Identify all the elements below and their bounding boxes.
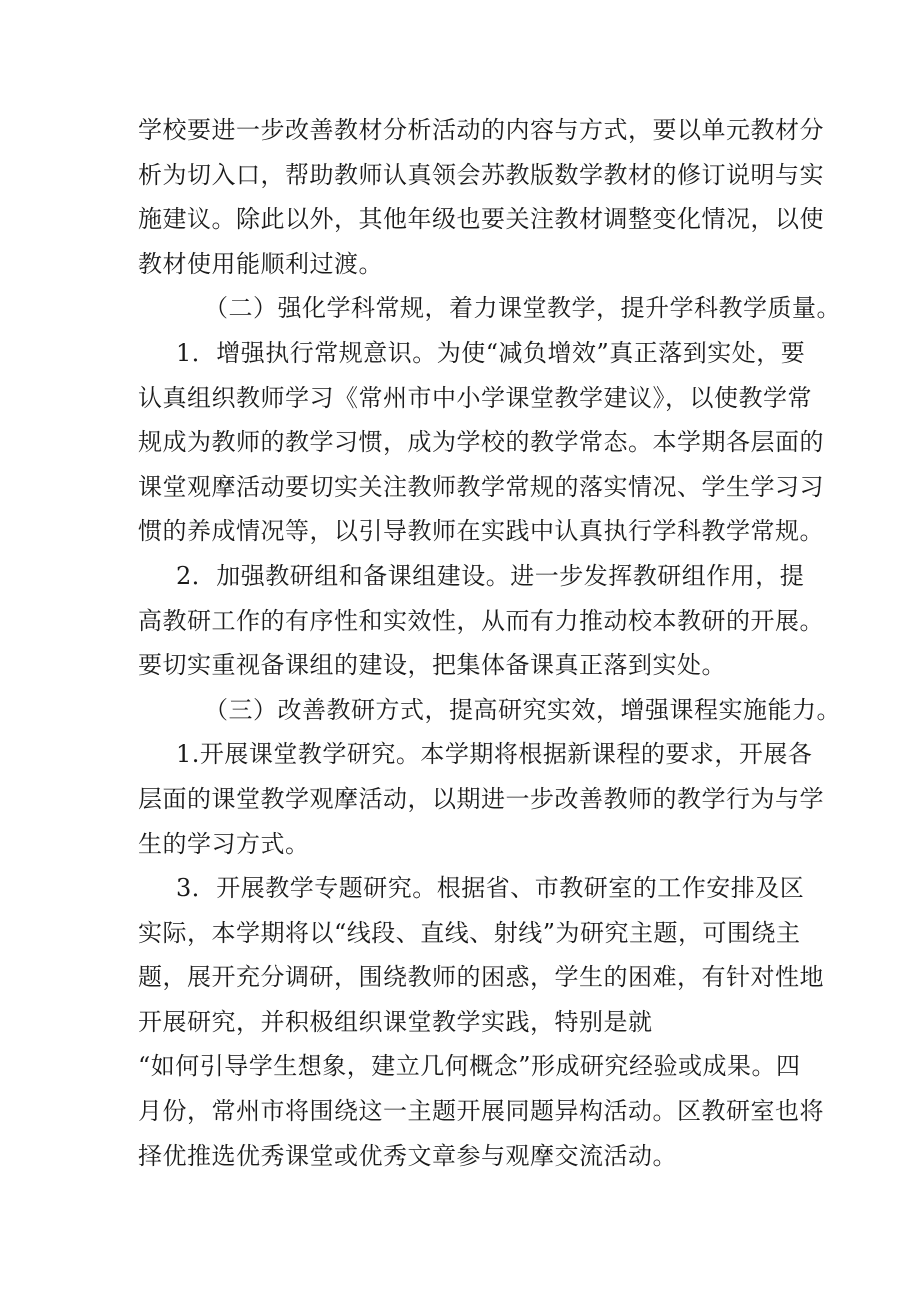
text-line: 惯的养成情况等，以引导教师在实践中认真执行学科教学常规。 (138, 517, 824, 546)
text-line: 生的学习方式。 (138, 829, 310, 858)
text-line: 2．加强教研组和备课组建设。进一步发挥教研组作用，提 (176, 561, 805, 590)
text-line: 层面的课堂教学观摩活动，以期进一步改善教师的教学行为与学 (138, 784, 824, 813)
text-line: “如何引导学生想象，建立几何概念”形成研究经验或成果。四 (138, 1052, 801, 1081)
document-body (138, 108, 841, 1178)
text-line: 施建议。除此以外，其他年级也要关注教材调整变化情况，以使 (138, 205, 824, 234)
text-line: 析为切入口，帮助教师认真领会苏教版数学教材的修订说明与实 (138, 160, 824, 189)
text-line: 教材使用能顺利过渡。 (138, 249, 383, 278)
text-line: 学校要进一步改善教材分析活动的内容与方式，要以单元教材分 (138, 116, 824, 144)
text-line: 3．开展教学专题研究。根据省、市教研室的工作安排及区 (176, 874, 805, 903)
text-line: 要切实重视备课组的建设，把集体备课真正落到实处。 (138, 651, 726, 680)
text-line: 高教研工作的有序性和实效性，从而有力推动校本教研的开展。 (138, 606, 824, 635)
text-line: 题，展开充分调研，围绕教师的困惑，学生的困难，有针对性地 (138, 963, 824, 992)
text-line: 课堂观摩活动要切实关注教师教学常规的落实情况、学生学习习 (138, 472, 824, 501)
text-line: 开展研究，并积极组织课堂教学实践，特别是就 (138, 1007, 653, 1036)
text-line: 择优推选优秀课堂或优秀文章参与观摩交流活动。 (138, 1141, 677, 1170)
text-line: 规成为教师的教学习惯，成为学校的教学常态。本学期各层面的 (138, 428, 824, 457)
text-line: 实际，本学期将以“线段、直线、射线”为研究主题，可围绕主 (138, 918, 801, 947)
text-line: 月份，常州市将围绕这一主题开展同题异构活动。区教研室也将 (138, 1097, 824, 1126)
text-line: 1．增强执行常规意识。为使“减负增效”真正落到实处，要 (176, 338, 806, 367)
text-line: 认真组织教师学习《常州市中小学课堂教学建议》，以使教学常 (138, 383, 812, 412)
section-heading-2: （二）强化学科常规，着力课堂教学，提升学科教学质量。 (204, 294, 841, 323)
text-line: 1.开展课堂教学研究。本学期将根据新课程的要求，开展各 (176, 740, 813, 769)
section-heading-3: （三）改善教研方式，提高研究实效，增强课程实施能力。 (204, 695, 841, 724)
